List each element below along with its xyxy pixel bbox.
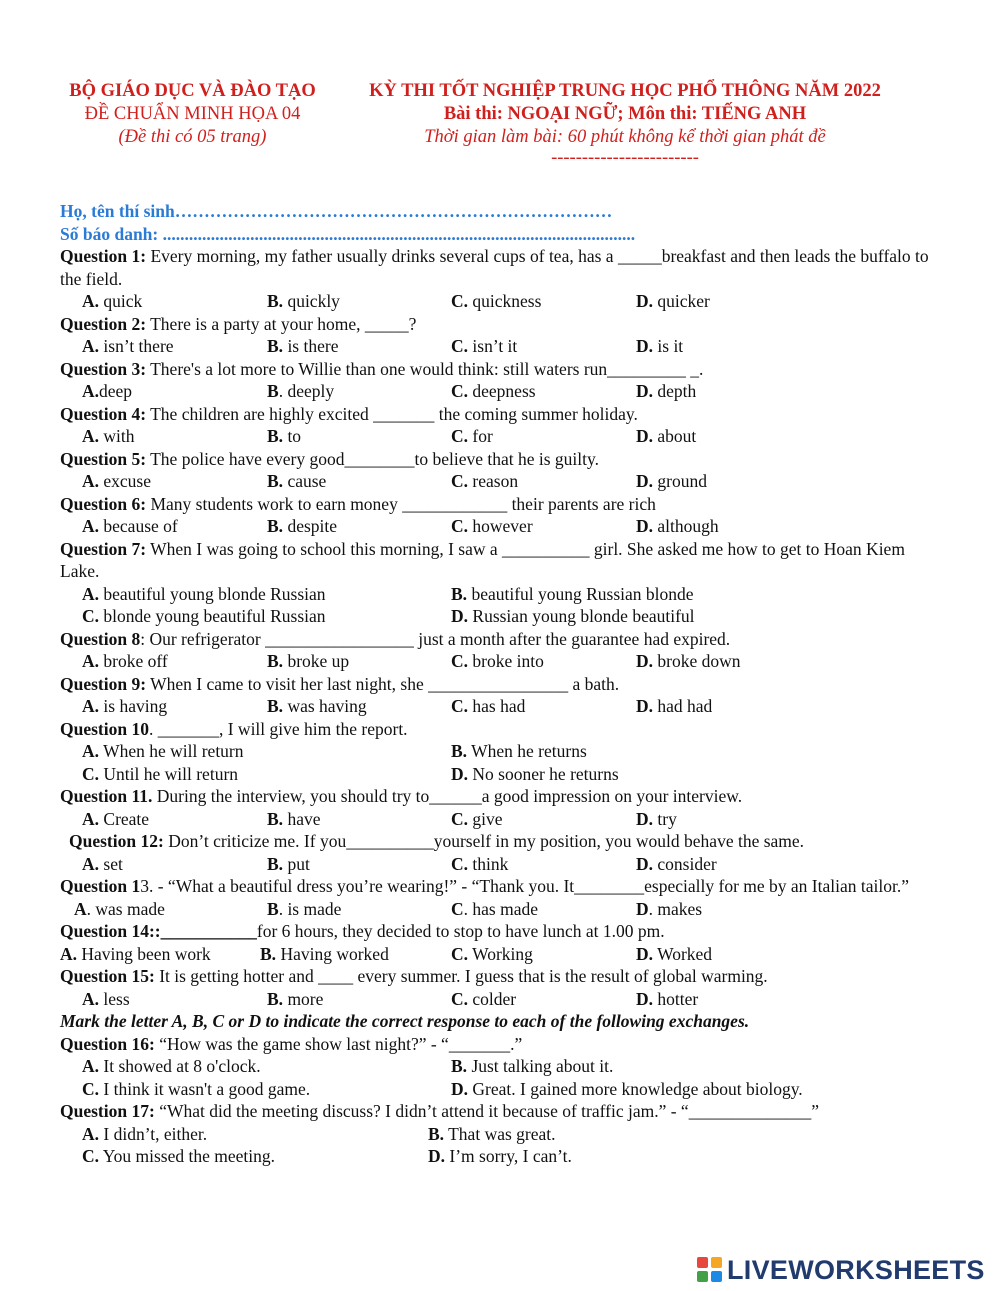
option-text: is there (283, 336, 339, 356)
option-letter: A. (82, 381, 100, 401)
option-text: blonde young beautiful Russian (99, 606, 326, 626)
answer-option[interactable] (267, 470, 326, 493)
answer-option[interactable] (636, 290, 710, 313)
answer-option[interactable] (428, 1145, 572, 1168)
question-label: Question 10 (60, 718, 149, 739)
option-letter: B. (267, 988, 284, 1009)
question-stem (60, 628, 930, 651)
option-text: colder (468, 988, 517, 1009)
option-text: despite (283, 516, 338, 536)
exam-title: KỲ THI TỐT NGHIỆP TRUNG HỌC PHỔ THÔNG NĂM 2022 (369, 81, 881, 101)
answer-option[interactable] (267, 898, 341, 921)
option-text: set (99, 853, 123, 874)
logo-text: LIVEWORKSHEETS (727, 1254, 985, 1285)
question-stem (60, 875, 930, 898)
option-text: broke off (99, 651, 168, 671)
answer-option[interactable] (451, 988, 516, 1011)
option-text: Having worked (276, 943, 389, 964)
option-letter: D. (636, 696, 654, 716)
answer-option[interactable] (82, 740, 244, 763)
option-text: however (468, 516, 533, 536)
option-text: more (283, 988, 324, 1009)
answer-option[interactable] (451, 335, 517, 358)
answer-option[interactable] (267, 853, 310, 876)
answer-option[interactable] (82, 583, 326, 606)
option-letter: C. (451, 291, 469, 311)
option-text: beautiful young blonde Russian (99, 583, 326, 604)
option-text: Just talking about it. (467, 1056, 614, 1076)
option-text: cause (283, 471, 327, 491)
time-limit: Thời gian làm bài: 60 phút không kể thời gian phát đề (424, 127, 826, 147)
option-letter: C. (451, 853, 469, 874)
option-letter: A. (82, 426, 100, 446)
question-text: Many students work to earn money ____________ their parents are rich (146, 493, 656, 514)
logo-square (697, 1257, 708, 1268)
option-letter: C. (82, 1146, 100, 1166)
question-label: Question 9: (60, 673, 147, 694)
question-stem (60, 358, 930, 381)
section-instruction: Mark the letter A, B, C or D to indicate the correct response to each of the following exchanges. (60, 1011, 750, 1031)
answer-option[interactable] (451, 583, 694, 606)
header-left (50, 80, 335, 149)
option-letter: A. (82, 808, 100, 829)
question-text: There's a lot more to Willie than one would think: still waters run_________ _. (146, 358, 704, 379)
answer-options-row (60, 943, 930, 966)
page-count-note: (Đề thi có 05 trang) (118, 127, 267, 147)
answer-option[interactable] (267, 695, 367, 718)
option-text: broke down (653, 651, 741, 671)
question-label: Question 12: (69, 831, 164, 851)
option-letter: A. (82, 696, 100, 716)
option-text: When he will return (99, 741, 244, 761)
option-letter: B (267, 381, 279, 401)
option-text: Great. I gained more knowledge about biology. (468, 1078, 803, 1099)
option-letter: D. (428, 1146, 446, 1166)
answer-options-row (60, 898, 930, 921)
option-text: Working (468, 943, 533, 964)
option-letter: A. (82, 583, 100, 604)
question-stem (60, 718, 930, 741)
answer-options-row (60, 853, 930, 876)
option-letter: A. (82, 336, 100, 356)
option-letter: B. (267, 696, 284, 716)
candidate-id-field: Số báo danh: ............................................................................................................ (60, 224, 636, 244)
option-text: . makes (648, 898, 703, 919)
option-text: is having (99, 696, 168, 716)
answer-option[interactable] (451, 898, 538, 921)
answer-option[interactable] (451, 740, 587, 763)
subject-line: Bài thi: NGOẠI NGỮ; Môn thi: TIẾNG ANH (443, 104, 807, 124)
option-text: Create (99, 808, 150, 829)
answer-options-row (60, 335, 930, 358)
option-letter: A. (82, 291, 100, 311)
question-text: There is a party at your home, _____? (146, 313, 417, 334)
question-label: Question 17: (60, 1101, 155, 1121)
option-letter: A. (82, 1123, 100, 1144)
option-letter: C. (451, 808, 469, 829)
answer-option[interactable] (451, 695, 525, 718)
answer-options-row (60, 1145, 930, 1168)
answer-options-row (60, 425, 930, 448)
option-letter: B. (267, 291, 284, 311)
answer-option[interactable] (267, 988, 323, 1011)
question-label: Question 15: (60, 966, 155, 986)
option-letter: A. (82, 471, 100, 491)
answer-option[interactable] (451, 1055, 613, 1078)
question-stem (60, 538, 930, 583)
option-text: with (99, 426, 135, 446)
question-text: : Our refrigerator _________________ just a month after the guarantee had expired. (140, 628, 731, 649)
question-text: The children are highly excited _______ the coming summer holiday. (146, 403, 638, 424)
answer-options-row (60, 380, 930, 403)
answer-option[interactable] (82, 808, 149, 831)
option-text: give (468, 808, 503, 829)
question-stem (60, 920, 930, 943)
question-stem (60, 448, 930, 471)
option-text: That was great. (444, 1123, 556, 1144)
logo-square (697, 1271, 708, 1282)
answer-options-row (60, 695, 930, 718)
option-letter: C. (82, 763, 100, 784)
option-text: Russian young blonde beautiful (468, 606, 695, 626)
answer-option[interactable] (451, 763, 619, 786)
option-text: think (468, 853, 509, 874)
candidate-info (60, 200, 635, 246)
answer-options-row (60, 1123, 930, 1146)
answer-option[interactable] (451, 605, 695, 628)
option-text: deep (99, 381, 133, 401)
option-text: . is made (278, 898, 342, 919)
question-stem (60, 673, 930, 696)
option-text: for (468, 426, 493, 446)
option-letter: D. (451, 1078, 469, 1099)
answer-option[interactable] (636, 988, 698, 1011)
answer-option[interactable] (636, 650, 741, 673)
question-text: . _______, I will give him the report. (148, 718, 408, 739)
question-label: Question 3: (60, 358, 147, 379)
question-stem (60, 493, 930, 516)
option-text: . deeply (278, 381, 335, 401)
option-text: Until he will return (99, 763, 239, 784)
option-text: Worked (653, 943, 713, 964)
option-letter: A. (82, 741, 100, 761)
answer-options-row (60, 988, 930, 1011)
option-letter: B. (267, 651, 284, 671)
answer-options-row (60, 470, 930, 493)
answer-option[interactable] (451, 1078, 803, 1101)
option-text: ground (653, 471, 707, 491)
question-text: “What did the meeting discuss? I didn’t attend it because of traffic jam.” - “______________” (154, 1101, 819, 1121)
option-letter: C. (451, 943, 469, 964)
answer-options-row (60, 605, 930, 628)
answer-option[interactable] (636, 808, 677, 831)
answer-options-row (60, 763, 930, 786)
option-text: have (283, 808, 321, 829)
question-label: Question 16: (60, 1033, 155, 1054)
option-letter: C. (451, 988, 469, 1009)
answer-option[interactable] (267, 808, 320, 831)
answer-option[interactable] (636, 943, 712, 966)
option-letter: C. (451, 471, 469, 491)
question-text: 3. - “What a beautiful dress you’re wearing!” - “Thank you. It________especially for me by an Italian tailor.” (140, 876, 909, 896)
answer-option[interactable] (82, 605, 326, 628)
option-text: reason (468, 471, 519, 491)
question-list (60, 245, 930, 1168)
option-text: I think it wasn't a good game. (99, 1078, 311, 1099)
option-text: hotter (653, 988, 699, 1009)
question-label: Question 5: (60, 448, 147, 469)
option-letter: B. (260, 943, 277, 964)
answer-option[interactable] (82, 425, 135, 448)
logo-mark-icon (697, 1257, 723, 1283)
question-text: The police have every good________to believe that he is guilty. (146, 448, 600, 469)
question-text: for 6 hours, they decided to stop to have lunch at 1.00 pm. (256, 921, 665, 941)
option-text: beautiful young Russian blonde (467, 583, 694, 604)
option-text: You missed the meeting. (99, 1146, 275, 1166)
option-letter: B. (267, 471, 284, 491)
question-label: Question 4: (60, 403, 147, 424)
question-label: Question 1 (60, 876, 141, 896)
answer-options-row (60, 290, 930, 313)
option-letter: A. (82, 1056, 100, 1076)
option-letter: D. (636, 808, 654, 829)
answer-options-row (60, 740, 930, 763)
answer-option[interactable] (636, 898, 702, 921)
option-text: quickness (468, 291, 542, 311)
answer-option[interactable] (82, 853, 123, 876)
answer-option[interactable] (267, 650, 349, 673)
option-letter: D. (636, 336, 654, 356)
option-letter: D. (636, 943, 654, 964)
option-text: had had (653, 696, 713, 716)
answer-option[interactable] (267, 335, 338, 358)
liveworksheets-logo (697, 1253, 985, 1287)
answer-options-row (60, 808, 930, 831)
option-text: It showed at 8 o'clock. (99, 1056, 261, 1076)
answer-option[interactable] (451, 380, 536, 403)
option-text: excuse (99, 471, 152, 491)
option-text: although (653, 516, 719, 536)
answer-option[interactable] (451, 470, 518, 493)
option-letter: B. (267, 808, 284, 829)
question-stem (60, 785, 930, 808)
option-letter: D. (636, 471, 654, 491)
answer-option[interactable] (267, 425, 301, 448)
option-text: Having been work (77, 943, 211, 964)
option-letter: D. (636, 988, 654, 1009)
answer-option[interactable] (267, 380, 334, 403)
option-letter: B. (267, 336, 284, 356)
candidate-name-field: Họ, tên thí sinh………………………………………………………………… (60, 201, 613, 221)
option-letter: A (74, 898, 87, 919)
answer-options-row (60, 515, 930, 538)
option-text: depth (653, 381, 697, 401)
option-letter: D. (636, 651, 654, 671)
answer-option[interactable] (636, 380, 696, 403)
answer-option[interactable] (74, 898, 165, 921)
option-text: quickly (283, 291, 340, 311)
option-letter: B. (267, 516, 284, 536)
option-text: When he returns (467, 741, 587, 761)
answer-option[interactable] (82, 650, 168, 673)
option-text: I’m sorry, I can’t. (445, 1146, 572, 1166)
option-text: less (99, 988, 130, 1009)
question-label: Question 8 (60, 628, 141, 649)
option-letter: C. (451, 336, 469, 356)
answer-option[interactable] (267, 515, 337, 538)
question-label: Question 14::___________ (60, 921, 257, 941)
option-text: is it (653, 336, 684, 356)
option-letter: A. (82, 516, 100, 536)
answer-option[interactable] (82, 515, 178, 538)
option-letter: D. (636, 381, 654, 401)
option-letter: B. (451, 741, 468, 761)
question-stem (60, 965, 930, 988)
answer-options-row (60, 1078, 930, 1101)
answer-option[interactable] (82, 1123, 207, 1146)
question-label: Question 1: (60, 246, 147, 266)
question-text: “How was the game show last night?” - “_______.” (154, 1033, 523, 1054)
logo-square (711, 1271, 722, 1282)
option-letter: C. (451, 426, 469, 446)
answer-option[interactable] (82, 988, 130, 1011)
answer-option[interactable] (267, 290, 340, 313)
answer-option[interactable] (636, 425, 696, 448)
option-letter: A. (82, 988, 100, 1009)
answer-option[interactable] (636, 515, 719, 538)
answer-option[interactable] (451, 853, 508, 876)
option-text: No sooner he returns (468, 763, 619, 784)
answer-option[interactable] (82, 470, 151, 493)
option-text: . has made (463, 898, 538, 919)
option-letter: C. (451, 651, 469, 671)
option-letter: B. (451, 1056, 468, 1076)
question-text: Don’t criticize me. If you__________yourself in my position, you would behave the same. (163, 831, 805, 851)
option-text: quick (99, 291, 143, 311)
question-label: Question 2: (60, 313, 147, 334)
answer-options-row (60, 583, 930, 606)
header-divider: ------------------------ (551, 148, 699, 168)
option-letter: A. (60, 943, 78, 964)
question-stem (60, 313, 930, 336)
answer-option[interactable] (82, 335, 174, 358)
question-text: When I was going to school this morning, I saw a __________ girl. She asked me how to get to Hoan Kiem Lake. (60, 538, 905, 581)
option-letter: D. (451, 763, 469, 784)
option-letter: B. (451, 583, 468, 604)
option-text: . was made (86, 898, 165, 919)
question-text: It is getting hotter and ____ every summer. I guess that is the result of global warming. (154, 966, 768, 986)
option-text: broke into (468, 651, 544, 671)
question-text: When I came to visit her last night, she ________________ a bath. (146, 673, 620, 694)
option-letter: D. (636, 516, 654, 536)
answer-option[interactable] (451, 425, 493, 448)
option-letter: D (636, 898, 649, 919)
question-stem (60, 1100, 930, 1123)
answer-option[interactable] (82, 763, 238, 786)
option-text: isn’t it (468, 336, 518, 356)
option-letter: C. (451, 696, 469, 716)
question-stem (60, 1033, 930, 1056)
option-letter: C. (451, 381, 469, 401)
logo-square (711, 1257, 722, 1268)
answer-option[interactable] (260, 943, 389, 966)
answer-option[interactable] (451, 943, 533, 966)
option-text: about (653, 426, 697, 446)
option-letter: D. (636, 291, 654, 311)
option-text: isn’t there (99, 336, 174, 356)
option-text: to (283, 426, 302, 446)
option-letter: A. (82, 853, 100, 874)
answer-option[interactable] (451, 515, 533, 538)
option-text: I didn’t, either. (99, 1123, 208, 1144)
answer-options-row (60, 1055, 930, 1078)
option-letter: B. (267, 426, 284, 446)
header-right (345, 80, 905, 167)
option-text: broke up (283, 651, 350, 671)
answer-option[interactable] (636, 853, 717, 876)
answer-option[interactable] (60, 943, 211, 966)
answer-option[interactable] (636, 695, 712, 718)
option-text: was having (283, 696, 367, 716)
question-text: During the interview, you should try to______a good impression on your interview. (152, 786, 743, 806)
question-label: Question 7: (60, 538, 147, 559)
exam-code: ĐỀ CHUẨN MINH HỌA 04 (84, 104, 301, 124)
answer-option[interactable] (451, 650, 544, 673)
answer-option[interactable] (82, 290, 142, 313)
answer-option[interactable] (82, 1145, 275, 1168)
option-text: has had (468, 696, 526, 716)
option-letter: C (451, 898, 464, 919)
answer-options-row (60, 650, 930, 673)
question-text: Every morning, my father usually drinks several cups of tea, has a _____breakfast and then leads the buffalo to the field. (60, 246, 929, 289)
option-letter: D. (636, 426, 654, 446)
answer-option[interactable] (636, 335, 683, 358)
option-text: try (653, 808, 677, 829)
answer-option[interactable] (636, 470, 707, 493)
answer-option[interactable] (428, 1123, 556, 1146)
question-stem (60, 245, 930, 290)
option-letter: B. (267, 853, 284, 874)
option-letter: C. (82, 606, 100, 626)
option-letter: B (267, 898, 279, 919)
option-text: deepness (468, 381, 536, 401)
answer-option[interactable] (82, 1055, 261, 1078)
answer-option[interactable] (82, 1078, 310, 1101)
answer-option[interactable] (82, 380, 132, 403)
option-letter: D. (451, 606, 469, 626)
question-label: Question 6: (60, 493, 147, 514)
option-letter: A. (82, 651, 100, 671)
option-text: consider (653, 853, 717, 874)
option-letter: C. (82, 1078, 100, 1099)
answer-option[interactable] (451, 808, 503, 831)
question-label: Question 11. (60, 786, 153, 806)
question-stem (60, 830, 930, 853)
answer-option[interactable] (451, 290, 541, 313)
option-letter: B. (428, 1123, 445, 1144)
ministry-name: BỘ GIÁO DỤC VÀ ĐÀO TẠO (69, 81, 316, 101)
option-text: put (283, 853, 310, 874)
answer-option[interactable] (82, 695, 167, 718)
option-letter: D. (636, 853, 654, 874)
option-text: because of (99, 516, 178, 536)
option-letter: C. (451, 516, 469, 536)
option-text: quicker (653, 291, 710, 311)
question-stem (60, 403, 930, 426)
